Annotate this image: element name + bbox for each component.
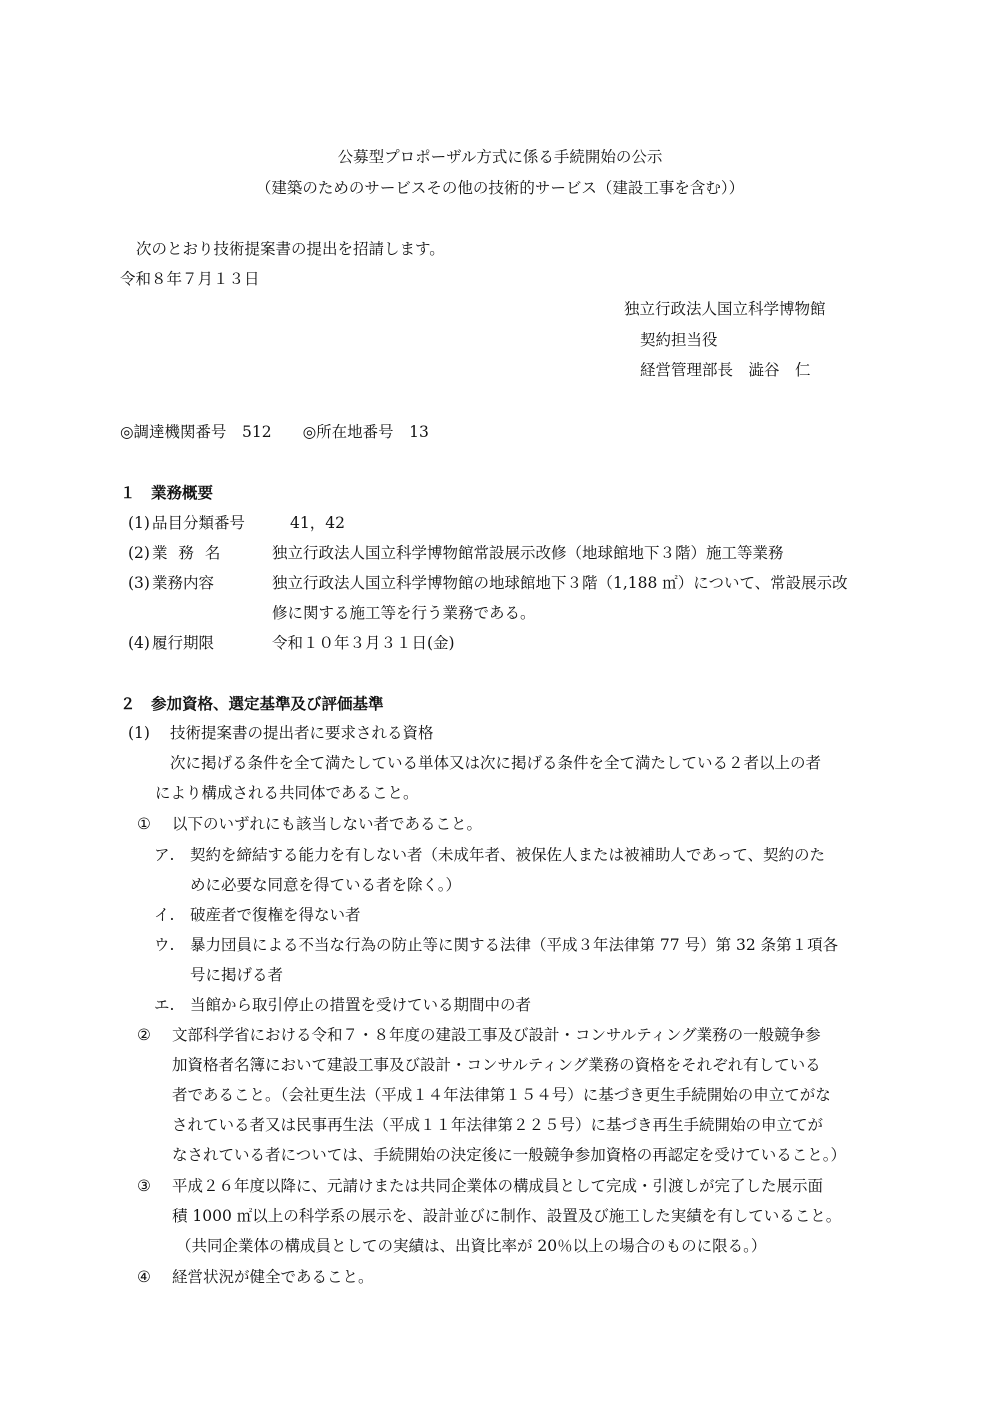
cond3-line2: 積 1000 ㎡以上の科学系の展示を、設計並びに制作、設置及び施工した実績を有していること。 [172, 1207, 842, 1225]
cond2-line1: 文部科学省における令和７・８年度の建設工事及び設計・コンサルティング業務の一般競争参 [172, 1026, 821, 1044]
s2-para-line2: により構成される共同体であること。 [155, 784, 419, 802]
s1-item3-value-cont: 修に関する施工等を行う業務である。 [272, 604, 536, 622]
cond1-num: ① [137, 815, 151, 833]
procurement-codes: ◎調達機関番号 512 ◎所在地番号 13 [120, 423, 429, 441]
s2-sub1-label: 技術提案書の提出者に要求される資格 [170, 724, 434, 742]
cond4-text: 経営状況が健全であること。 [172, 1268, 374, 1286]
section1-heading: １ 業務概要 [120, 483, 214, 502]
s1-item4-label: 履行期限 [152, 634, 215, 652]
cond1-sub-e-line1: 当館から取引停止の措置を受けている期間中の者 [190, 996, 532, 1014]
document-title: 公募型プロポーザル方式に係る手続開始の公示 [337, 148, 663, 166]
section2-heading: ２ 参加資格、選定基準及び評価基準 [120, 694, 384, 713]
cond2-line4: されている者又は民事再生法（平成１１年法律第２２５号）に基づき再生手続開始の申立てが [172, 1116, 824, 1134]
cond1-sub-i-mark: イ. [154, 906, 175, 924]
s1-item4-num: (4) [128, 634, 150, 652]
s1-item3-label: 業務内容 [152, 574, 215, 592]
cond1-sub-a-mark: ア. [154, 846, 175, 864]
s1-item2-label: 業 務 名 [152, 544, 224, 562]
s1-item1-num: (1) [128, 514, 150, 532]
cond4-num: ④ [137, 1268, 151, 1286]
document-subtitle: （建築のためのサービスその他の技術的サービス（建設工事を含む）） [255, 179, 745, 197]
cond1-text: 以下のいずれにも該当しない者であること。 [172, 815, 483, 833]
issuer-person: 経営管理部長 澁谷 仁 [640, 361, 811, 379]
cond3-line3: （共同企業体の構成員としての実績は、出資比率が 20％以上の場合のものに限る。） [176, 1237, 767, 1255]
cond2-line2: 加資格者名簿において建設工事及び設計・コンサルティング業務の資格をそれぞれ有している [172, 1056, 821, 1074]
cond1-sub-i-line1: 破産者で復権を得ない者 [190, 906, 361, 924]
issuer-org: 独立行政法人国立科学博物館 [624, 300, 826, 318]
cond2-line5: なされている者については、手続開始の決定後に一般競争参加資格の再認定を受けていること。） [172, 1146, 846, 1164]
s1-item2-num: (2) [128, 544, 150, 562]
s1-item4-value: 令和１０年３月３１日(金) [272, 634, 455, 652]
cond1-sub-e-mark: エ. [154, 996, 175, 1014]
s1-item3-value: 独立行政法人国立科学博物館の地球館地下３階（1,188 ㎡）について、常設展示改 [272, 574, 848, 592]
issuer-role: 契約担当役 [640, 331, 718, 349]
cond1-sub-u-mark: ウ. [154, 936, 175, 954]
intro-text: 次のとおり技術提案書の提出を招請します。 [136, 240, 445, 258]
s1-item1-value: 41，42 [290, 514, 345, 532]
cond2-line3: 者であること。（会社更生法（平成１４年法律第１５４号）に基づき更生手続開始の申立てがな [172, 1086, 831, 1104]
notice-date: 令和８年７月１３日 [120, 270, 260, 288]
s1-item1-label: 品目分類番号 [152, 514, 246, 532]
cond1-sub-u-line1: 暴力団員による不当な行為の防止等に関する法律（平成３年法律第 77 号）第 32 条第１項各 [190, 936, 839, 954]
s2-para-line1: 次に掲げる条件を全て満たしている単体又は次に掲げる条件を全て満たしている２者以上の者 [170, 754, 822, 772]
cond3-num: ③ [137, 1177, 151, 1195]
s2-sub1-num: (1) [128, 724, 150, 742]
cond1-sub-a-line1: 契約を締結する能力を有しない者（未成年者、被保佐人または被補助人であって、契約のた [190, 846, 826, 864]
cond3-line1: 平成２６年度以降に、元請けまたは共同企業体の構成員として完成・引渡しが完了した展示面 [172, 1177, 824, 1195]
cond1-sub-a-line2: めに必要な同意を得ている者を除く。） [190, 876, 461, 894]
cond2-num: ② [137, 1026, 151, 1044]
s1-item2-value: 独立行政法人国立科学博物館常設展示改修（地球館地下３階）施工等業務 [272, 544, 784, 562]
s1-item3-num: (3) [128, 574, 150, 592]
cond1-sub-u-line2: 号に掲げる者 [190, 966, 284, 984]
